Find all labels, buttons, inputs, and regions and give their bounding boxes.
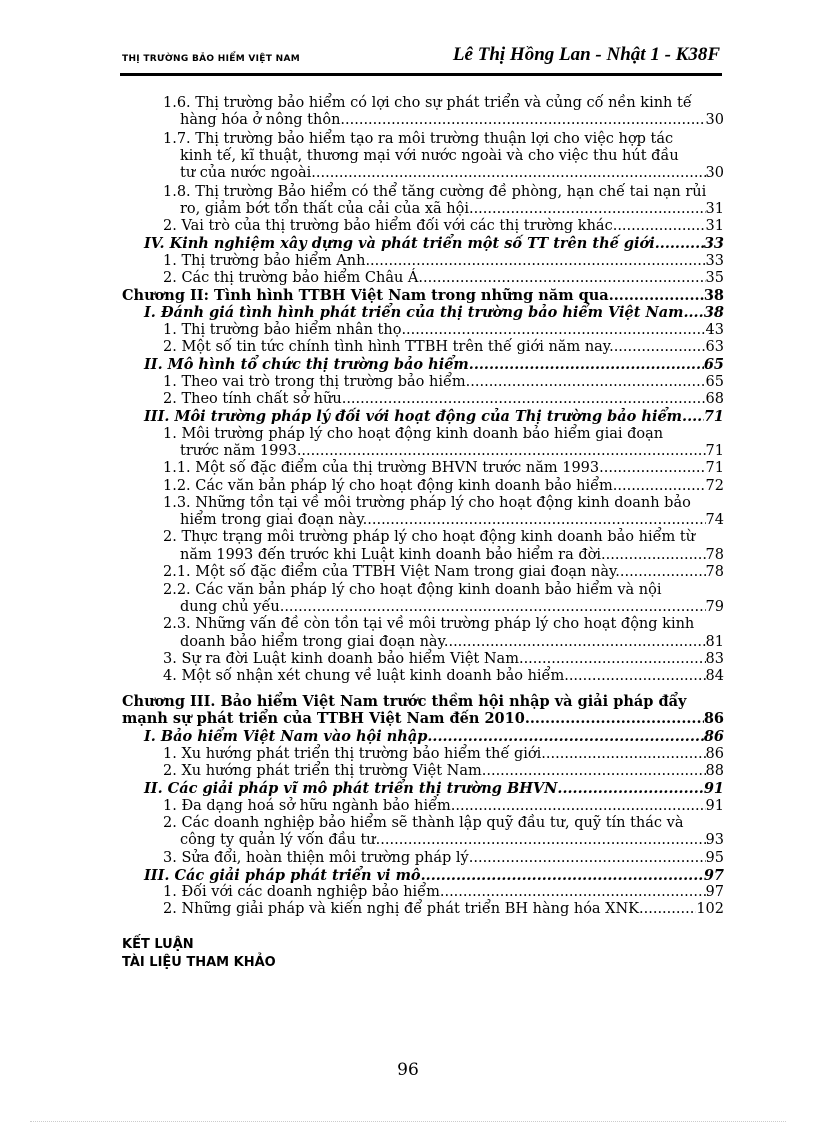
toc-entry-page: 84	[705, 668, 724, 684]
toc-entry: 2.2. Các văn bản pháp lý cho hoạt động kinh doanh bảo hiểm và nội	[163, 582, 662, 598]
toc-leader-dots	[418, 270, 705, 287]
toc-entry-title: IV. Kinh nghiệm xây dựng và phát triển một số TT trên thế giới	[144, 235, 655, 252]
toc-entry	[180, 165, 724, 182]
toc-entry-page: 30	[705, 165, 724, 181]
header-rule	[120, 73, 722, 76]
toc-entry	[144, 867, 724, 884]
toc-entry-title: I. Đánh giá tình hình phát triển của thị trường bảo hiểm Việt Nam	[144, 304, 684, 321]
toc-entry-title: III. Các giải pháp phát triển vi mô	[144, 867, 421, 884]
toc-entry-page: 72	[705, 478, 724, 494]
toc-entry-page: 68	[705, 391, 724, 407]
toc-entry: 1.3. Những tồn tại về môi trường pháp lý cho hoạt động kinh doanh bảo	[163, 495, 691, 511]
toc-entry	[163, 651, 724, 668]
toc-entry-page: 71	[703, 408, 724, 425]
header-document-title: THỊ TRƯỜNG BẢO HIỂM VIỆT NAM	[122, 54, 300, 64]
toc-leader-dots	[617, 478, 705, 495]
toc-entry-page: 71	[705, 460, 724, 476]
toc-entry	[180, 201, 724, 218]
toc-entry-title: 1. Thị trường bảo hiểm Anh	[163, 253, 366, 269]
toc-entry-title: 2. Theo tính chất sở hữu.	[163, 391, 347, 407]
toc-entry-title: 1. Xu hướng phát triển thị trường bảo hiểm thế giới.	[163, 746, 546, 762]
toc-entry-page: 43	[705, 322, 724, 338]
toc-leader-dots	[440, 884, 706, 901]
toc-entry-title: 2.1. Một số đặc điểm của TTBH Việt Nam trong giai đoạn này.	[163, 564, 620, 580]
toc-entry-title: 1. Đối với các doanh nghiệp bảo hiểm	[163, 884, 440, 900]
toc-leader-dots	[599, 460, 705, 477]
toc-leader-dots	[401, 322, 705, 339]
toc-entry: Chương III. Bảo hiểm Việt Nam trước thềm hội nhập và giải pháp đẩy	[122, 693, 687, 710]
toc-leader-dots	[617, 218, 705, 235]
toc-entry-title: III. Môi trường pháp lý đối với hoạt động của Thị trường bảo hiểm.	[144, 408, 688, 425]
toc-leader-dots	[474, 356, 704, 373]
toc-leader-dots	[524, 651, 706, 668]
toc-leader-dots	[620, 564, 706, 581]
toc-entry	[122, 287, 724, 304]
toc-leader-dots	[427, 728, 703, 745]
toc-entry-title: 1.2. Các văn bản pháp lý cho hoạt động kinh doanh bảo hiểm.	[163, 478, 618, 494]
toc-entry-title: Chương II: Tình hình TTBH Việt Nam trong những năm qua	[122, 287, 609, 304]
toc-entry	[163, 798, 724, 815]
toc-leader-dots	[482, 763, 706, 780]
toc-entry-page: 91	[703, 780, 724, 797]
toc-entry	[163, 901, 724, 918]
toc-leader-dots	[564, 668, 705, 685]
toc-entry-title: mạnh sự phát triển của TTBH Việt Nam đến 2010	[122, 710, 525, 727]
toc-entry-page: 65	[705, 374, 724, 390]
toc-leader-dots	[557, 780, 703, 797]
toc-entry-page: 74	[705, 512, 724, 528]
toc-leader-dots	[365, 253, 705, 270]
toc-entry-page: 81	[705, 634, 724, 650]
toc-entry-title: hiểm trong giai đoạn này.	[180, 512, 368, 528]
toc-entry-title: 1. Đa dạng hoá sở hữu ngành bảo hiểm.	[163, 798, 456, 814]
toc-entry-page: 31	[705, 201, 724, 217]
toc-leader-dots	[448, 634, 705, 651]
toc-entry-page: 91	[705, 798, 724, 814]
toc-entry-title: 1.1. Một số đặc điểm của thị trường BHVN trước năm 1993	[163, 460, 600, 476]
toc-entry-page: 97	[703, 867, 724, 884]
toc-leader-dots	[525, 710, 704, 727]
toc-entry-title: năm 1993 đến trước khi Luật kinh doanh bảo hiểm ra đời	[180, 547, 601, 563]
toc-entry	[163, 564, 724, 581]
toc-entry-title: 2. Vai trò của thị trường bảo hiểm đối với các thị trường khác.	[163, 218, 618, 234]
toc-entry-title: tư của nước ngoài.	[180, 165, 316, 181]
toc-entry-page: 78	[705, 564, 724, 580]
toc-entry	[163, 884, 724, 901]
toc-entry-title: 2. Xu hướng phát triển thị trường Việt Nam	[163, 763, 482, 779]
toc-entry	[163, 322, 724, 339]
toc-entry-title: doanh bảo hiểm trong giai đoạn này.	[180, 634, 449, 650]
toc-entry-title: 4. Một số nhận xét chung về luật kinh doanh bảo hiểm	[163, 668, 565, 684]
toc-entry: 2. Thực trạng môi trường pháp lý cho hoạt động kinh doanh bảo hiểm từ	[163, 529, 696, 545]
toc-entry-page: 63	[705, 339, 724, 355]
toc-entry-title: 3. Sửa đổi, hoàn thiện môi trường pháp lý	[163, 850, 469, 866]
toc-entry: 1.6. Thị trường bảo hiểm có lợi cho sự phát triển và củng cố nền kinh tế	[163, 95, 692, 111]
toc-entry	[163, 391, 724, 408]
toc-entry	[163, 218, 724, 235]
conclusion-heading: KẾT LUẬN	[122, 937, 194, 952]
toc-entry-page: 86	[703, 710, 724, 727]
toc-leader-dots	[614, 339, 706, 356]
toc-entry	[180, 634, 724, 651]
toc-leader-dots	[655, 235, 704, 252]
toc-entry	[180, 832, 724, 849]
toc-entry	[180, 443, 724, 460]
toc-entry-page: 33	[705, 253, 724, 269]
header-author: Lê Thị Hồng Lan - Nhật 1 - K38F	[452, 44, 720, 65]
toc-entry	[144, 780, 724, 797]
toc-leader-dots	[297, 443, 706, 460]
toc-entry-page: 65	[703, 356, 724, 373]
toc-entry-title: dung chủ yếu	[180, 599, 280, 615]
toc-leader-dots	[474, 201, 706, 218]
toc-entry	[180, 547, 724, 564]
toc-entry	[144, 304, 724, 321]
toc-entry-title: 2. Những giải pháp và kiến nghị để phát triển BH hàng hóa XNK	[163, 901, 640, 917]
toc-entry-page: 95	[705, 850, 724, 866]
toc-entry-page: 88	[705, 763, 724, 779]
toc-entry	[163, 374, 724, 391]
toc-entry-page: 102	[696, 901, 724, 917]
toc-entry-title: II. Các giải pháp vĩ mô phát triển thị trường BHVN	[144, 780, 558, 797]
toc-leader-dots	[683, 304, 703, 321]
toc-leader-dots	[609, 287, 704, 304]
toc-leader-dots	[316, 165, 706, 182]
toc-entry-title: hàng hóa ở nông thôn.	[180, 112, 346, 128]
toc-entry-title: trước năm 1993	[180, 443, 297, 459]
toc-leader-dots	[421, 867, 704, 884]
toc-entry-page: 38	[703, 287, 724, 304]
toc-entry-title: 2. Các thị trường bảo hiểm Châu Á	[163, 270, 419, 286]
toc-entry	[180, 512, 724, 529]
toc-entry	[163, 253, 724, 270]
references-heading: TÀI LIỆU THAM KHẢO	[122, 955, 276, 970]
toc-leader-dots	[280, 599, 706, 616]
toc-entry: 2. Các doanh nghiệp bảo hiểm sẽ thành lập quỹ đầu tư, quỹ tín thác và	[163, 815, 684, 831]
toc-leader-dots	[469, 850, 706, 867]
toc-leader-dots	[470, 374, 705, 391]
toc-entry	[144, 235, 724, 252]
toc-entry-page: 30	[705, 112, 724, 128]
toc-entry-title: ro, giảm bớt tổn thất của cải của xã hội.	[180, 201, 474, 217]
toc-entry-title: 1. Thị trường bảo hiểm nhân thọ	[163, 322, 402, 338]
toc-entry-page: 79	[705, 599, 724, 615]
page-edge-dots	[30, 1121, 786, 1122]
toc-leader-dots	[346, 391, 705, 408]
toc-entry-title: 2. Một số tin tức chính tình hình TTBH trên thế giới năm nay.	[163, 339, 614, 355]
toc-entry	[163, 339, 724, 356]
toc-entry-title: I. Bảo hiểm Việt Nam vào hội nhập	[144, 728, 428, 745]
toc-entry-title: II. Mô hình tổ chức thị trường bảo hiểm.	[144, 356, 474, 373]
toc-entry	[163, 668, 724, 685]
toc-entry	[163, 850, 724, 867]
toc-entry	[163, 746, 724, 763]
toc-entry	[163, 270, 724, 287]
toc-entry-page: 86	[703, 728, 724, 745]
toc-entry-title: 3. Sự ra đời Luật kinh doanh bảo hiểm Việt Nam.	[163, 651, 524, 667]
toc-entry-page: 83	[705, 651, 724, 667]
toc-leader-dots	[601, 547, 706, 564]
toc-entry-page: 35	[705, 270, 724, 286]
toc-leader-dots	[455, 798, 705, 815]
toc-entry: 2.3. Những vấn đề còn tồn tại về môi trường pháp lý cho hoạt động kinh	[163, 616, 695, 632]
page-header	[122, 44, 720, 72]
toc-leader-dots	[546, 746, 706, 763]
page-number: 96	[397, 1060, 419, 1080]
toc-leader-dots	[345, 112, 706, 129]
toc-entry-title: 1. Theo vai trò trong thị trường bảo hiểm.	[163, 374, 471, 390]
toc-entry	[163, 763, 724, 780]
toc-entry	[163, 478, 724, 495]
toc-entry: 1.7. Thị trường bảo hiểm tạo ra môi trường thuận lợi cho việc hợp tác	[163, 131, 674, 147]
toc-entry-page: 97	[705, 884, 724, 900]
toc-leader-dots	[639, 901, 696, 918]
toc-entry-page: 31	[705, 218, 724, 234]
toc-entry-title: công ty quản lý vốn đầu tư.	[180, 832, 381, 848]
toc-entry-page: 33	[703, 235, 724, 252]
toc-entry	[163, 460, 724, 477]
toc-entry	[180, 599, 724, 616]
toc-entry: kinh tế, kĩ thuật, thương mại với nước ngoài và cho việc thu hút đầu	[180, 148, 679, 164]
toc-entry	[180, 112, 724, 129]
toc-entry	[144, 728, 724, 745]
toc-entry	[144, 356, 724, 373]
toc-leader-dots	[687, 408, 704, 425]
toc-entry	[144, 408, 724, 425]
toc-entry-page: 78	[705, 547, 724, 563]
toc-entry: 1. Môi trường pháp lý cho hoạt động kinh doanh bảo hiểm giai đoạn	[163, 426, 664, 442]
toc-entry-page: 71	[705, 443, 724, 459]
toc-entry-page: 93	[705, 832, 724, 848]
toc-entry	[122, 710, 724, 727]
toc-entry: 1.8. Thị trường Bảo hiểm có thể tăng cường đề phòng, hạn chế tai nạn rủi	[163, 184, 707, 200]
toc-leader-dots	[380, 832, 705, 849]
toc-leader-dots	[367, 512, 705, 529]
toc-entry-page: 38	[703, 304, 724, 321]
toc-entry-page: 86	[705, 746, 724, 762]
